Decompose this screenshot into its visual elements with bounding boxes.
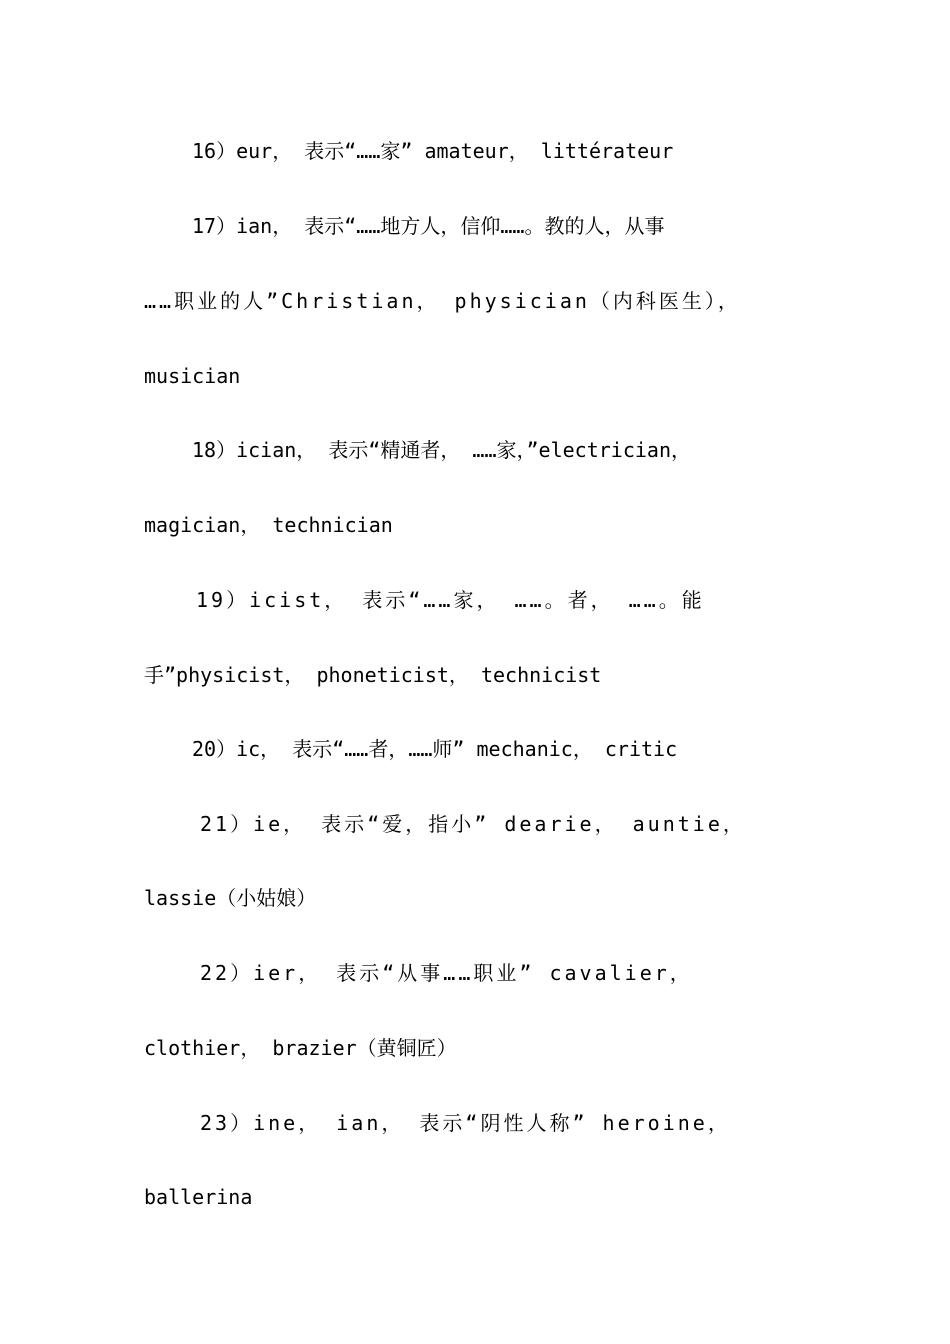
text-line-16-eur: 16）eur， 表示“……家” amateur， littérateur [192,139,674,163]
text-line-23-end: ballerina [144,1185,253,1209]
text-line-19-icist: 19）icist， 表示“……家， ……。者， ……。能 [196,588,705,612]
text-line-21-ie: 21）ie， 表示“爱，指小” dearie， auntie， [200,812,746,836]
text-line-22-end: clothier， brazier（黄铜匠） [144,1036,457,1060]
text-line-23-ine: 23）ine， ian， 表示“阴性人称” heroine， [200,1111,731,1135]
text-line-20-ic: 20）ic， 表示“……者，……师” mechanic， critic [192,737,678,761]
text-line-18-ician: 18）ician， 表示“精通者， ……家，”electrician， [192,438,691,462]
text-line-19-end: 手”physicist， phoneticist， technicist [144,663,602,687]
text-line-18-end: magician， technician [144,513,393,537]
text-line-17-continued: ……职业的人”Christian， physician（内科医生）， [144,289,741,313]
text-line-21-end: lassie（小姑娘） [144,886,317,910]
text-line-17-end: musician [144,364,241,388]
text-line-17-ian: 17）ian， 表示“……地方人，信仰……。教的人，从事 [192,214,665,238]
text-line-22-ier: 22）ier， 表示“从事……职业” cavalier， [200,961,693,985]
